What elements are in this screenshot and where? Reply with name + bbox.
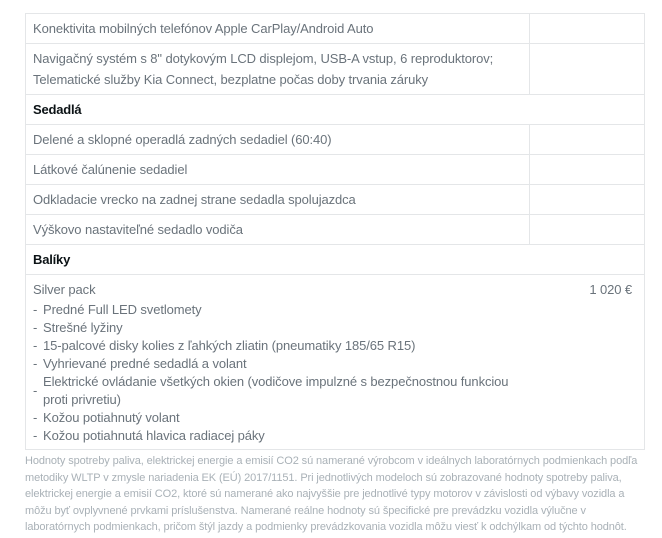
section-title: Sedadlá: [33, 102, 82, 117]
availability-cell: [529, 14, 644, 43]
feature-label: [26, 215, 529, 244]
package-item: [33, 337, 535, 355]
feature-label: [26, 155, 529, 184]
availability-cell: [529, 185, 644, 214]
package-item: [33, 427, 535, 445]
feature-label: [26, 44, 529, 94]
package-item-text: Kožou potiahnutá hlavica radiacej páky: [43, 428, 265, 443]
package-head: [33, 279, 632, 300]
list-dash: -: [33, 428, 38, 443]
availability-cell: [529, 155, 644, 184]
feature-text: Delené a sklopné operadlá zadných sedadiel (60:40): [33, 132, 332, 147]
list-dash: -: [33, 383, 38, 398]
availability-cell: [529, 215, 644, 244]
package-item-text: Elektrické ovládanie všetkých okien (vodičove impulzné s bezpečnostnou funkciou proti privretiu): [43, 374, 509, 407]
feature-text: Výškovo nastaviteľné sedadlo vodiča: [33, 222, 243, 237]
list-dash: -: [33, 320, 38, 335]
package-item-text: Kožou potiahnutý volant: [43, 410, 180, 425]
wltp-disclaimer: Hodnoty spotreby paliva, elektrickej energie a emisií CO2 sú namerané výrobcom v ideálnych laboratórnych podmienkach podľa metodiky WLTP v zmysle nariadenia EK (EÚ) 2017/1151. Pri jednotlivých modeloch sú zobrazované hodnoty spotreby paliva, elektrickej energie a emisií CO2, ktoré sú namerané ako najvyššie pre jednotlivé typy motorov v závislosti od výbavy vozidla a môžu byť ovplyvnené prvkami príslušenstva. Namerané reálne hodnoty sú špecifické pre prevádzku vozidla výlučne v laboratórnych podmienkach, pričom štýl jazdy a podmienky prevádzkovania vozidla môžu viesť k odchýlkam od týchto hodnôt.: [25, 455, 638, 534]
feature-label: [26, 185, 529, 214]
package-row-silver-pack: [26, 274, 644, 449]
package-item-text: Predné Full LED svetlomety: [43, 302, 202, 317]
feature-label: [26, 14, 529, 43]
package-item: [33, 319, 535, 337]
feature-text: Odkladacie vrecko na zadnej strane sedadla spolujazdca: [33, 192, 356, 207]
section-header-sedadla: [26, 94, 644, 124]
feature-label: [26, 125, 529, 154]
package-price: 1 020 €: [589, 282, 632, 297]
package-item: [33, 301, 535, 319]
list-dash: -: [33, 356, 38, 371]
list-dash: -: [33, 410, 38, 425]
package-item: [33, 373, 535, 409]
package-item-list: [33, 301, 535, 445]
package-name: Silver pack: [33, 282, 96, 297]
list-dash: -: [33, 302, 38, 317]
package-item-text: 15-palcové disky kolies z ľahkých zliatin (pneumatiky 185/65 R15): [43, 338, 416, 353]
feature-row-latkove: [26, 154, 644, 184]
list-dash: -: [33, 338, 38, 353]
package-item: [33, 409, 535, 427]
feature-row-navigacia: [26, 43, 644, 94]
feature-text-line1: Navigačný systém s 8" dotykovým LCD displejom, USB-A vstup, 6 reproduktorov;: [33, 51, 494, 66]
section-title: Balíky: [33, 252, 71, 267]
package-item-text: Vyhrievané predné sedadlá a volant: [43, 356, 247, 371]
feature-row-delene: [26, 124, 644, 154]
equipment-table: [25, 13, 645, 450]
availability-cell: [529, 44, 644, 94]
section-header-baliky: [26, 244, 644, 274]
availability-cell: [529, 125, 644, 154]
package-cell: [26, 275, 644, 449]
feature-text-line2: Telematické služby Kia Connect, bezplatne počas doby trvania záruky: [33, 72, 429, 87]
feature-text: Konektivita mobilných telefónov Apple CarPlay/Android Auto: [33, 21, 374, 36]
feature-row-odkladacie: [26, 184, 644, 214]
package-item-text: Strešné lyžiny: [43, 320, 123, 335]
feature-row-vyskovo: [26, 214, 644, 244]
package-item: [33, 355, 535, 373]
feature-row-konektivita: [26, 14, 644, 43]
feature-text: Látkové čalúnenie sedadiel: [33, 162, 188, 177]
